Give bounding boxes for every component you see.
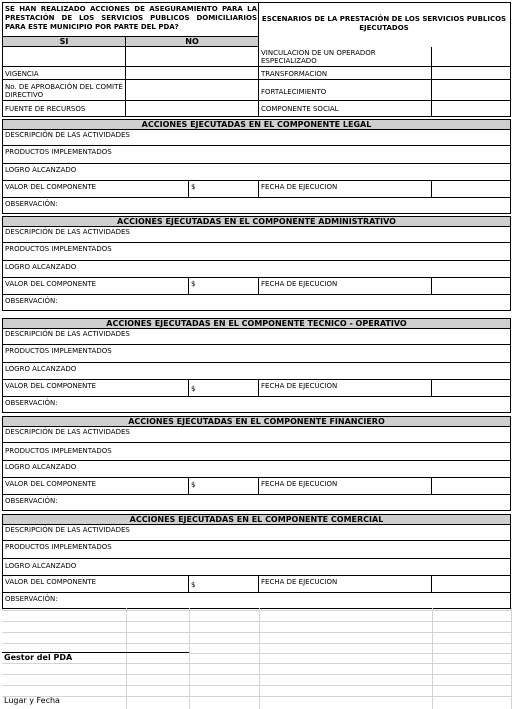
observacion-label: OBSERVACIÓN:	[5, 595, 58, 603]
productos-row[interactable]	[2, 146, 511, 164]
logro-row[interactable]	[2, 559, 511, 576]
fecha-field[interactable]	[432, 576, 511, 593]
fortalecimiento-label: FORTALECIMIENTO	[261, 88, 327, 96]
social-field[interactable]	[432, 101, 511, 117]
social-label: COMPONENTE SOCIAL	[261, 105, 339, 113]
fecha-label-cell	[259, 278, 432, 295]
productos-label: PRODUCTOS IMPLEMENTADOS	[5, 543, 112, 551]
valor-field[interactable]	[189, 576, 259, 593]
valor-field[interactable]	[189, 181, 259, 198]
question-text: SE HAN REALIZADO ACCIONES DE ASEGURAMIENTO PARA LA PRESTACIÓN DE LOS SERVICIOS PUBLICOS DOMICILIARIOS PARA ESTE MUNICIPIO POR PARTE DEL PDA?	[5, 5, 257, 31]
fecha-label: FECHA DE EJECUCION	[261, 480, 338, 488]
observacion-row[interactable]	[2, 198, 511, 214]
descripcion-label: DESCRIPCIÓN DE LAS ACTIVIDADES	[5, 330, 130, 338]
fecha-label-cell	[259, 576, 432, 593]
fuente-label: FUENTE DE RECURSOS	[5, 105, 86, 113]
descripcion-row[interactable]	[2, 427, 511, 443]
observacion-row[interactable]	[2, 397, 511, 413]
currency-symbol: $	[191, 385, 196, 393]
valor-label: VALOR DEL COMPONENTE	[5, 382, 97, 390]
valor-label-cell	[2, 478, 189, 495]
fecha-label: FECHA DE EJECUCION	[261, 382, 338, 390]
fecha-label: FECHA DE EJECUCION	[261, 578, 338, 586]
aprobacion-label: No. DE APROBACIÓN DEL COMITÉ DIRECTIVO	[5, 83, 123, 99]
observacion-row[interactable]	[2, 593, 511, 609]
productos-label: PRODUCTOS IMPLEMENTADOS	[5, 347, 112, 355]
fuente-label-cell	[2, 101, 126, 117]
descripcion-row[interactable]	[2, 130, 511, 146]
vigencia-label-cell	[2, 67, 126, 80]
productos-row[interactable]	[2, 243, 511, 261]
logro-label: LOGRO ALCANZADO	[5, 263, 77, 271]
descripcion-label: DESCRIPCIÓN DE LAS ACTIVIDADES	[5, 526, 130, 534]
productos-label: PRODUCTOS IMPLEMENTADOS	[5, 148, 112, 156]
fecha-field[interactable]	[432, 278, 511, 295]
fortalecimiento-field[interactable]	[432, 80, 511, 101]
logro-label: LOGRO ALCANZADO	[5, 562, 77, 570]
fuente-field[interactable]	[126, 101, 259, 117]
logro-label: LOGRO ALCANZADO	[5, 166, 77, 174]
fecha-label: FECHA DE EJECUCION	[261, 183, 338, 191]
fecha-field[interactable]	[432, 380, 511, 397]
component-section-administrativo	[2, 214, 511, 312]
logro-label: LOGRO ALCANZADO	[5, 365, 77, 373]
valor-label-cell	[2, 278, 189, 295]
escenarios-cell	[259, 2, 511, 47]
lugar-fecha-label: Lugar y Fecha	[4, 696, 60, 705]
productos-label: PRODUCTOS IMPLEMENTADOS	[5, 447, 112, 455]
footer-grid	[0, 608, 519, 709]
descripcion-label: DESCRIPCIÓN DE LAS ACTIVIDADES	[5, 428, 130, 436]
vigencia-field[interactable]	[126, 67, 259, 80]
valor-label: VALOR DEL COMPONENTE	[5, 280, 97, 288]
observacion-label: OBSERVACIÓN:	[5, 200, 58, 208]
fecha-field[interactable]	[432, 478, 511, 495]
currency-symbol: $	[191, 183, 196, 191]
valor-label: VALOR DEL COMPONENTE	[5, 578, 97, 586]
descripcion-row[interactable]	[2, 525, 511, 541]
valor-label: VALOR DEL COMPONENTE	[5, 183, 97, 191]
logro-row[interactable]	[2, 461, 511, 478]
no-answer[interactable]	[126, 47, 259, 67]
vinculacion-label-cell	[259, 47, 432, 67]
valor-field[interactable]	[189, 380, 259, 397]
vigencia-label: VIGENCIA	[5, 70, 39, 78]
no-header: NO	[126, 36, 259, 47]
vinculacion-label: VINCULACION DE UN OPERADOR ESPECIALIZADO	[261, 49, 376, 65]
observacion-row[interactable]	[2, 495, 511, 511]
fortalecimiento-label-cell	[259, 80, 432, 101]
transformacion-field[interactable]	[432, 67, 511, 80]
observacion-row[interactable]	[2, 295, 511, 311]
descripcion-row[interactable]	[2, 227, 511, 243]
fecha-label-cell	[259, 380, 432, 397]
component-section-comercial	[2, 512, 511, 610]
component-title: ACCIONES EJECUTADAS EN EL COMPONENTE COMERCIAL	[2, 514, 511, 525]
question-cell	[2, 2, 259, 37]
component-title: ACCIONES EJECUTADAS EN EL COMPONENTE FINANCIERO	[2, 416, 511, 427]
transformacion-label: TRANSFORMACION	[261, 70, 328, 78]
valor-label-cell	[2, 576, 189, 593]
si-header: SI	[2, 36, 126, 47]
valor-field[interactable]	[189, 478, 259, 495]
productos-row[interactable]	[2, 443, 511, 461]
logro-row[interactable]	[2, 164, 511, 181]
social-label-cell	[259, 101, 432, 117]
descripcion-row[interactable]	[2, 329, 511, 345]
currency-symbol: $	[191, 481, 196, 489]
logro-row[interactable]	[2, 261, 511, 278]
fecha-label: FECHA DE EJECUCION	[261, 280, 338, 288]
component-title: ACCIONES EJECUTADAS EN EL COMPONENTE ADMINISTRATIVO	[2, 216, 511, 227]
descripcion-label: DESCRIPCIÓN DE LAS ACTIVIDADES	[5, 131, 130, 139]
component-title: ACCIONES EJECUTADAS EN EL COMPONENTE LEGAL	[2, 119, 511, 130]
logro-label: LOGRO ALCANZADO	[5, 463, 77, 471]
vinculacion-field[interactable]	[432, 47, 511, 67]
transformacion-label-cell	[259, 67, 432, 80]
currency-symbol: $	[191, 581, 196, 589]
observacion-label: OBSERVACIÓN:	[5, 497, 58, 505]
fecha-field[interactable]	[432, 181, 511, 198]
currency-symbol: $	[191, 280, 196, 288]
component-section-legal	[2, 117, 511, 215]
escenarios-header: ESCENARIOS DE LA PRESTACIÓN DE LOS SERVICIOS PUBLICOS EJECUTADOS	[261, 15, 507, 32]
si-answer[interactable]	[2, 47, 126, 67]
valor-label-cell	[2, 181, 189, 198]
valor-label: VALOR DEL COMPONENTE	[5, 480, 97, 488]
logro-row[interactable]	[2, 363, 511, 380]
productos-row[interactable]	[2, 541, 511, 559]
valor-label-cell	[2, 380, 189, 397]
descripcion-label: DESCRIPCIÓN DE LAS ACTIVIDADES	[5, 228, 130, 236]
component-section-financiero	[2, 414, 511, 512]
fecha-label-cell	[259, 478, 432, 495]
observacion-label: OBSERVACIÓN:	[5, 399, 58, 407]
component-title: ACCIONES EJECUTADAS EN EL COMPONENTE TECNICO - OPERATIVO	[2, 318, 511, 329]
component-section-tecnico	[2, 316, 511, 414]
aprobacion-label-cell	[2, 80, 126, 101]
productos-row[interactable]	[2, 345, 511, 363]
valor-field[interactable]	[189, 278, 259, 295]
gestor-label: Gestor del PDA	[4, 653, 73, 662]
observacion-label: OBSERVACIÓN:	[5, 297, 58, 305]
aprobacion-field[interactable]	[126, 80, 259, 101]
productos-label: PRODUCTOS IMPLEMENTADOS	[5, 245, 112, 253]
fecha-label-cell	[259, 181, 432, 198]
